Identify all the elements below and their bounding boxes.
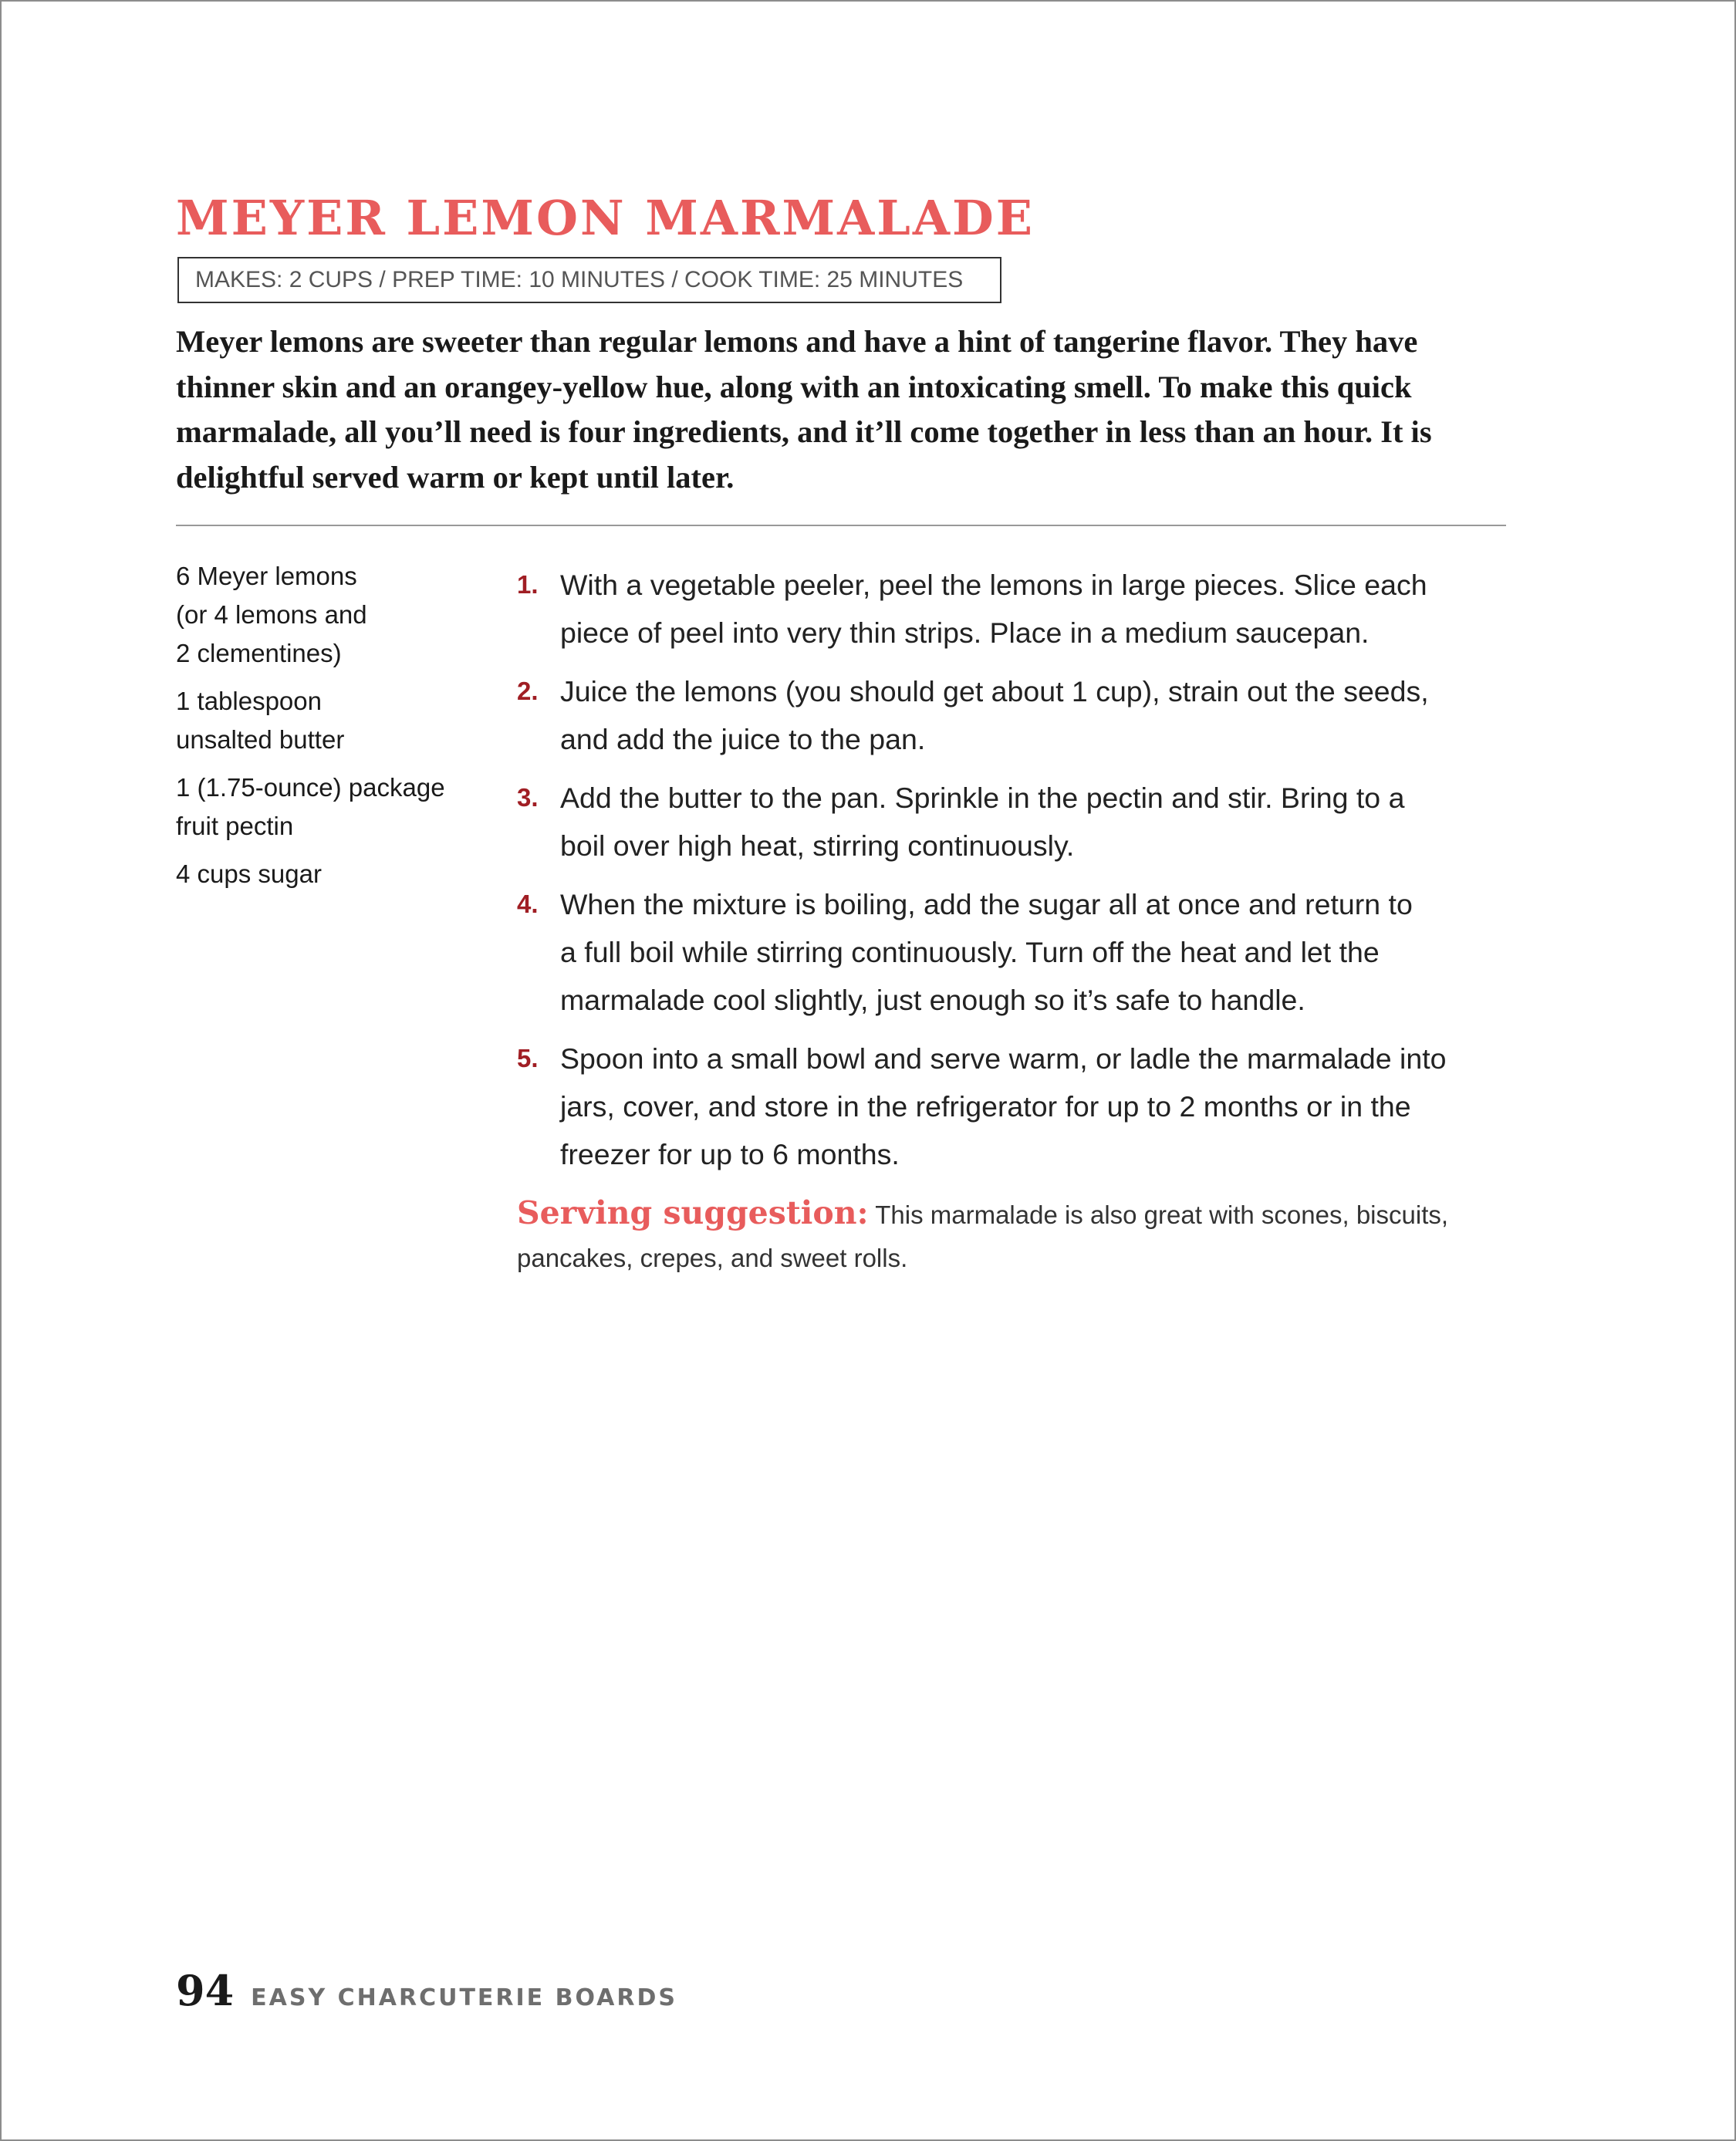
step-number: 3.: [517, 783, 539, 812]
step-text-line: Spoon into a small bowl and serve warm, or ladle the marmalade into: [560, 1042, 1447, 1075]
ingredient-line: unsalted butter: [176, 725, 345, 754]
serving-line-1: [517, 1191, 1497, 1237]
step-text-line: Add the butter to the pan. Sprinkle in the pectin and stir. Bring to a: [560, 782, 1405, 814]
ingredient-item: [176, 855, 500, 893]
step-text-line: piece of peel into very thin strips. Place in a medium saucepan.: [560, 616, 1370, 649]
ingredient-line: 1 tablespoon: [176, 687, 322, 715]
recipe-meta-box: MAKES: 2 CUPS / PREP TIME: 10 MINUTES / COOK TIME: 25 MINUTES: [177, 257, 1001, 303]
recipe-intro: Meyer lemons are sweeter than regular lemons and have a hint of tangerine flavor. They have thinner skin and an orangey-yellow hue, along with an intoxicating smell. To make this quick marmalade, all you’ll need is four ingredients, and it’ll come together in less than an hour. It is delightful served warm or kept until later.: [176, 324, 1432, 495]
ingredient-line: 2 clementines): [176, 639, 342, 667]
ingredient-line: (or 4 lemons and: [176, 600, 367, 629]
serving-suggestion-text: This marmalade is also great with scones, biscuits,: [875, 1201, 1449, 1229]
instruction-step: [517, 880, 1497, 1024]
step-text-line: marmalade cool slightly, just enough so it’s safe to handle.: [560, 984, 1305, 1016]
step-text-line: freezer for up to 6 months.: [560, 1138, 900, 1170]
book-title: EASY CHARCUTERIE BOARDS: [251, 1984, 678, 2011]
page-number: 94: [176, 1966, 235, 2015]
serving-suggestion-label: Serving suggestion:: [517, 1194, 869, 1231]
step-number: 4.: [517, 890, 539, 918]
instructions-list: [517, 561, 1497, 1189]
section-divider: [176, 525, 1506, 526]
step-text-line: When the mixture is boiling, add the sugar all at once and return to: [560, 888, 1413, 920]
step-text-line: a full boil while stirring continuously. Turn off the heat and let the: [560, 936, 1380, 968]
ingredient-item: [176, 682, 500, 759]
step-text-line: With a vegetable peeler, peel the lemons in large pieces. Slice each: [560, 569, 1427, 601]
ingredient-line: fruit pectin: [176, 812, 294, 840]
instruction-step: [517, 561, 1497, 657]
step-text-line: Juice the lemons (you should get about 1 cup), strain out the seeds,: [560, 675, 1429, 707]
instruction-step: [517, 1035, 1497, 1178]
step-number: 1.: [517, 570, 539, 599]
ingredient-item: [176, 557, 500, 673]
ingredient-item: [176, 768, 500, 846]
step-text-line: boil over high heat, stirring continuously.: [560, 829, 1075, 862]
step-number: 2.: [517, 677, 539, 705]
instruction-step: [517, 667, 1497, 763]
ingredient-line: 6 Meyer lemons: [176, 562, 357, 590]
page-footer: [176, 1966, 677, 2015]
ingredients-list: [176, 557, 500, 903]
serving-suggestion-text-continued: pancakes, crepes, and sweet rolls.: [517, 1244, 908, 1272]
step-number: 5.: [517, 1044, 539, 1072]
instruction-step: [517, 774, 1497, 870]
step-text-line: and add the juice to the pan.: [560, 723, 926, 755]
ingredient-line: 4 cups sugar: [176, 859, 322, 888]
ingredient-line: 1 (1.75-ounce) package: [176, 773, 445, 802]
step-text-line: jars, cover, and store in the refrigerator for up to 2 months or in the: [560, 1090, 1411, 1123]
recipe-title: MEYER LEMON MARMALADE: [176, 190, 1035, 246]
serving-suggestion: [517, 1191, 1497, 1280]
